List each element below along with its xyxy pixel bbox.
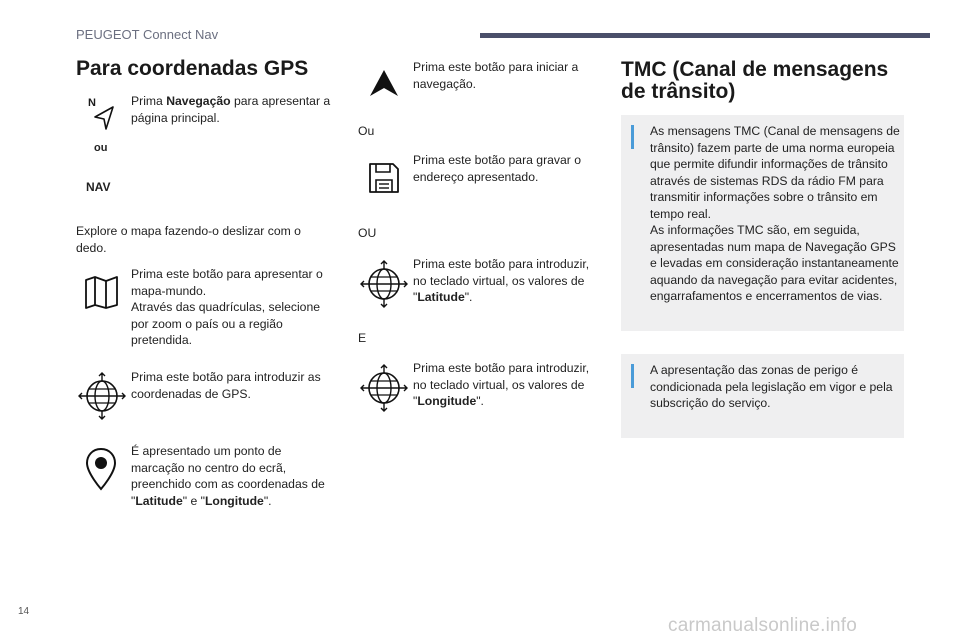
save-floppy-icon[interactable] (366, 160, 402, 196)
gps-input-text: Prima este botão para introduzir as coordenadas de GPS. (131, 370, 321, 401)
watermark: carmanualsonline.info (668, 615, 858, 636)
explore-text: Explore o mapa fazendo-o deslizar com o dedo. (76, 224, 301, 255)
info-note-tmc-text: As mensagens TMC (Canal de mensagens de trânsito) fazem parte de uma norma europeia que permite difundir informações de trânsito através de sistemas RDS da rádio FM para transmitir informações sobre o trânsito em tempo real. As informações TMC são, em seguida, apresentadas num mapa de Navegação GPS e levadas em consideração instantaneamente aquando da navegação para evitar acidentes, engarrafamentos e encerramentos de vias. (650, 124, 900, 303)
latitude-input-text: Prima este botão para introduzir, no teclado virtual, os valores de "Latitude". (413, 257, 590, 304)
nav-button-label[interactable]: NAV (86, 180, 111, 194)
longitude-input-text: Prima este botão para introduzir, no teclado virtual, os valores de "Longitude". (413, 361, 590, 408)
section-heading-tmc: TMC (Canal de mensagens de trânsito) (621, 58, 889, 103)
info-note-marker (631, 125, 634, 149)
info-note-marker (631, 364, 634, 388)
page-number: 14 (18, 606, 30, 617)
save-address-text: Prima este botão para gravar o endereço apresentado. (413, 153, 582, 184)
header-accent-bar (480, 33, 930, 38)
info-note-danger-zones (621, 354, 904, 438)
section-heading-gps: Para coordenadas GPS (76, 57, 309, 80)
or-separator-1: Ou (358, 124, 375, 138)
start-navigation-text: Prima este botão para iniciar a navegação. (413, 60, 579, 91)
info-note-danger-zones-text: A apresentação das zonas de perigo é condicionada pela legislação em vigor e pela subscrição do serviço. (650, 363, 893, 410)
globe-latitude-icon[interactable] (360, 260, 408, 308)
or-separator-2: OU (358, 226, 377, 240)
globe-longitude-icon[interactable] (360, 364, 408, 412)
world-map-icon[interactable] (82, 272, 122, 312)
world-map-text: Prima este botão para apresentar o mapa-mundo. Através das quadrículas, selecione por zoom o país ou a região pretendida. (131, 267, 323, 347)
map-pin-icon (84, 447, 118, 491)
globe-coordinates-icon[interactable] (78, 372, 126, 420)
and-separator: E (358, 331, 367, 345)
pin-text: É apresentado um ponto de marcação no centro do ecrã, preenchido com as coordenadas de "Latitude" e "Longitude". (131, 444, 325, 508)
start-navigation-icon[interactable] (366, 68, 402, 100)
navigation-arrow-icon[interactable] (86, 97, 120, 136)
running-header: PEUGEOT Connect Nav (76, 27, 219, 42)
north-letter: N (88, 97, 96, 109)
or-label: ou (94, 142, 108, 154)
info-note-tmc (621, 115, 904, 331)
nav-intro-text: Prima Navegação para apresentar a página principal. (131, 94, 331, 125)
